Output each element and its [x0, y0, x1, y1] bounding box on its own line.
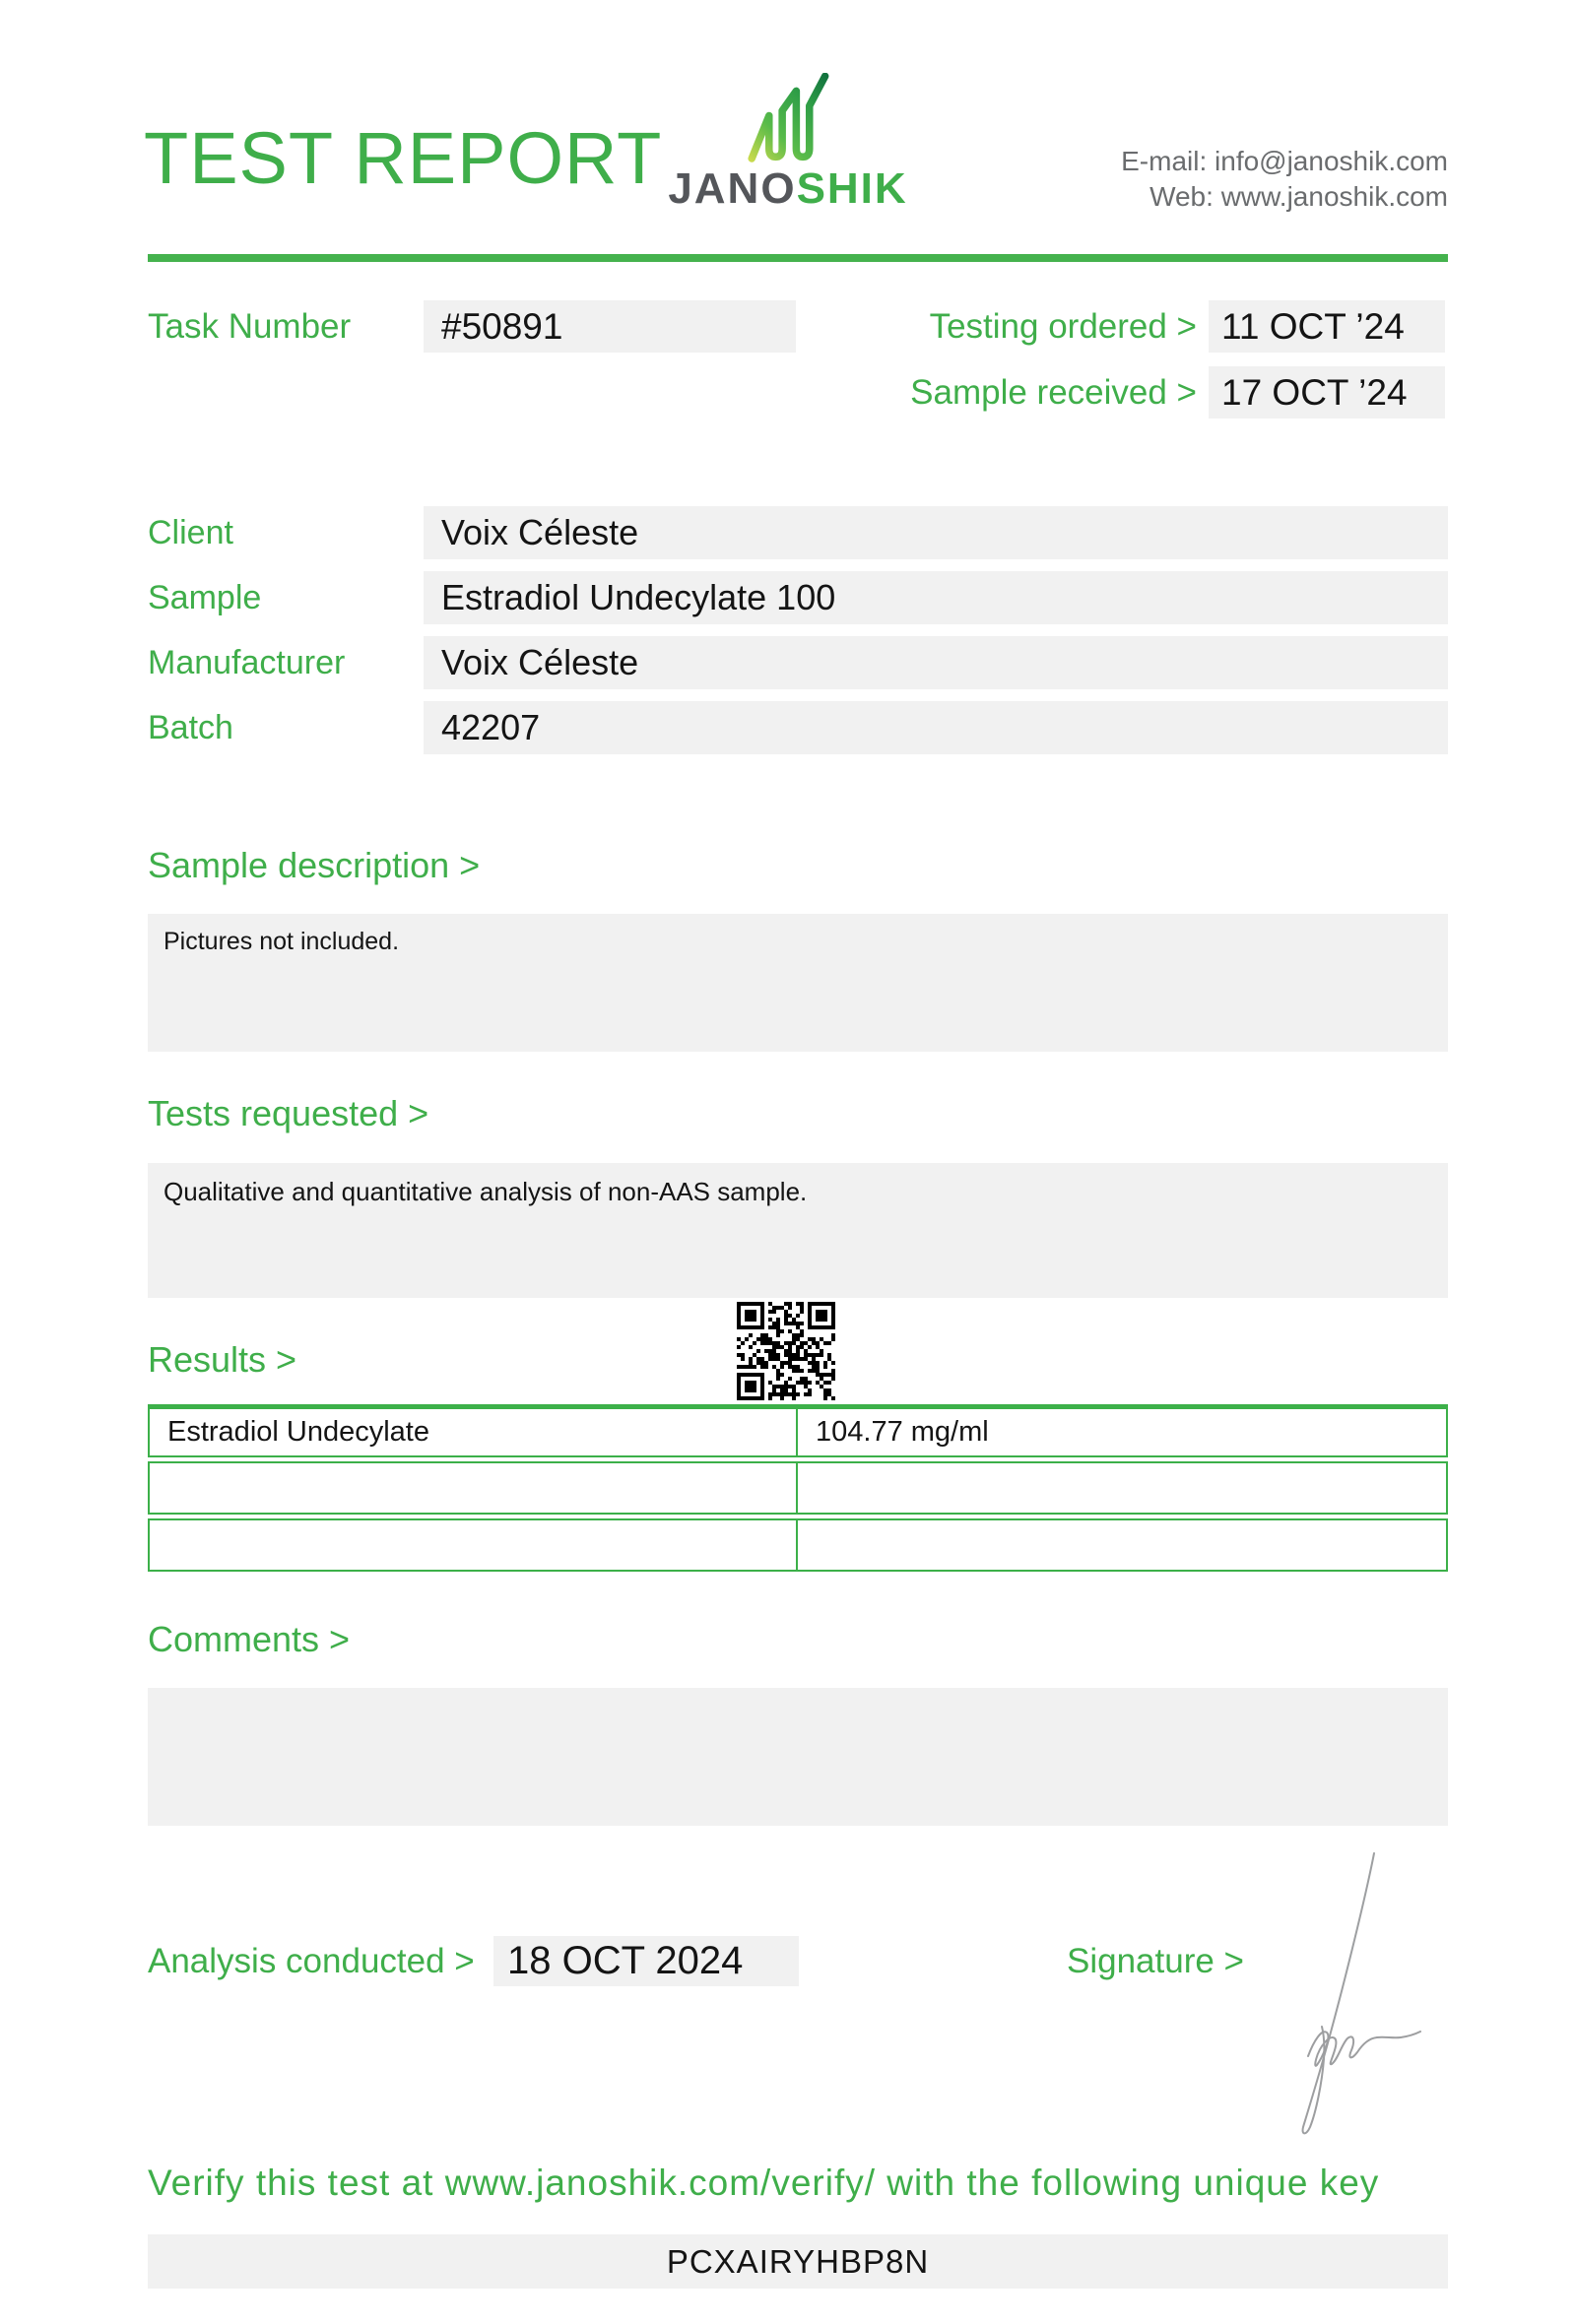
sample-label: Sample [148, 578, 262, 616]
result-substance: Estradiol Undecylate [150, 1409, 798, 1455]
table-row [148, 1518, 1448, 1572]
chart-growth-icon [741, 73, 835, 163]
client-value: Voix Céleste [424, 506, 1448, 559]
tests-requested-box: Qualitative and quantitative analysis of non-AAS sample. [148, 1163, 1448, 1298]
result-value [798, 1463, 1446, 1513]
contact-web: Web: www.janoshik.com [1149, 181, 1448, 212]
sample-received-date: 17 OCT ’24 [1209, 366, 1445, 419]
result-value: 104.77 mg/ml [816, 1416, 989, 1448]
batch-value: 42207 [424, 701, 1448, 754]
header-divider [148, 254, 1448, 262]
unique-key: PCXAIRYHBP8N [148, 2234, 1448, 2289]
signature [1273, 1847, 1430, 2143]
analysis-conducted-label: Analysis conducted > [148, 1941, 475, 1980]
logo-wordmark [650, 164, 926, 213]
task-number-value: #50891 [424, 300, 796, 353]
logo-jano: JANO [668, 164, 797, 213]
sample-description-heading: Sample description > [148, 845, 481, 885]
results-table [148, 1404, 1448, 1576]
table-row [148, 1461, 1448, 1515]
contact-email: E-mail: info@janoshik.com [1121, 146, 1448, 176]
manufacturer-value: Voix Céleste [424, 636, 1448, 689]
testing-ordered-date: 11 OCT ’24 [1209, 300, 1445, 353]
comments-heading: Comments > [148, 1619, 351, 1659]
sample-description-box: Pictures not included. [148, 914, 1448, 1052]
signature-label: Signature > [1067, 1941, 1244, 1980]
page-title: TEST REPORT [144, 117, 663, 199]
testing-ordered-label: Testing ordered > [929, 306, 1197, 346]
janoshik-logo [650, 73, 926, 211]
client-label: Client [148, 513, 233, 551]
tests-requested-heading: Tests requested > [148, 1093, 429, 1133]
verify-instruction: Verify this test at www.janoshik.com/verify/ with the following unique key [148, 2163, 1380, 2203]
qr-code [737, 1302, 835, 1400]
sample-received-label: Sample received > [910, 372, 1197, 412]
logo-shik: SHIK [796, 164, 908, 213]
manufacturer-label: Manufacturer [148, 643, 346, 681]
batch-label: Batch [148, 708, 233, 746]
sample-value: Estradiol Undecylate 100 [424, 571, 1448, 624]
analysis-conducted-date: 18 OCT 2024 [493, 1936, 799, 1986]
result-value [798, 1520, 1446, 1570]
results-heading: Results > [148, 1339, 297, 1380]
table-row [148, 1404, 1448, 1457]
task-number-label: Task Number [148, 306, 352, 346]
comments-box [148, 1688, 1448, 1826]
result-substance [150, 1463, 798, 1513]
result-substance [150, 1520, 798, 1570]
contact-block [1121, 144, 1448, 215]
